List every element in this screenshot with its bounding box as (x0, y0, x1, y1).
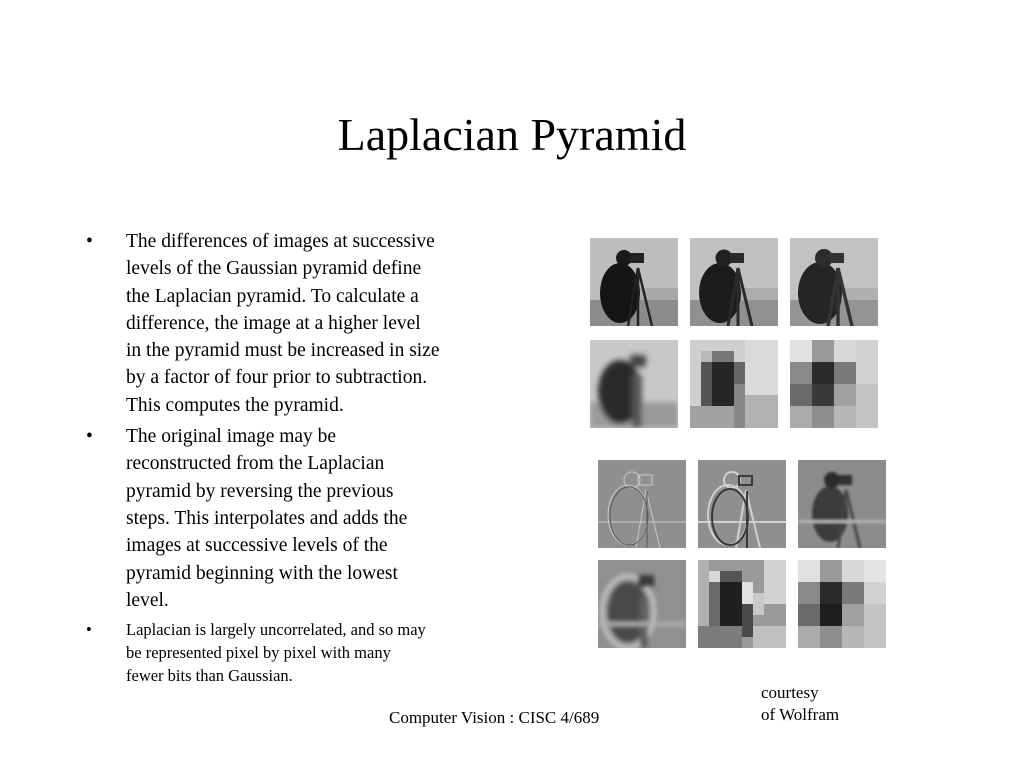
laplacian-image-level-3 (798, 460, 886, 548)
bullet-line: reconstructed from the Laplacian (126, 453, 385, 475)
bullet-marker: • (86, 620, 92, 640)
slide-title: Laplacian Pyramid (337, 109, 687, 160)
bullet-line: difference, the image at a higher level (126, 312, 421, 334)
bullet-line: level. (126, 589, 169, 611)
pyramid-image-grid (580, 228, 900, 658)
bullet-line: levels of the Gaussian pyramid define (126, 258, 422, 280)
bullet-marker: • (86, 426, 93, 448)
bullet-line: be represented pixel by pixel with many (126, 643, 391, 663)
gaussian-image-level-6 (790, 340, 878, 428)
bullet-line: This computes the pyramid. (126, 394, 344, 416)
bullet-line: steps. This interpolates and adds the (126, 507, 408, 529)
laplacian-image-level-6 (798, 560, 886, 648)
bullet-line: in the pyramid must be increased in size (126, 340, 440, 362)
gaussian-image-level-4 (590, 340, 678, 428)
slide-footer: Computer Vision : CISC 4/689 (389, 708, 600, 727)
bullet-list (86, 228, 506, 687)
bullet-item-1 (86, 228, 506, 419)
bullet-line: Laplacian is largely uncorrelated, and so may (126, 620, 426, 640)
laplacian-image-level-4 (598, 560, 686, 648)
image-credit (761, 682, 839, 726)
gaussian-image-level-3 (790, 238, 878, 326)
bullet-line: by a factor of four prior to subtraction. (126, 367, 428, 389)
bullet-marker: • (86, 231, 93, 252)
bullet-item-2 (86, 423, 506, 614)
bullet-line: The original image may be (126, 426, 337, 448)
laplacian-image-level-5 (698, 560, 786, 648)
bullet-line: the Laplacian pyramid. To calculate a (126, 285, 419, 307)
gaussian-image-level-1 (590, 238, 678, 326)
bullet-item-3 (86, 618, 506, 687)
bullet-line: The differences of images at successive (126, 231, 435, 252)
bullet-line: fewer bits than Gaussian. (126, 666, 293, 686)
image-credit-line: courtesy (761, 683, 819, 702)
bullet-line: pyramid beginning with the lowest (126, 562, 398, 584)
gaussian-image-level-2 (690, 238, 778, 326)
bullet-line: pyramid by reversing the previous (126, 480, 394, 502)
laplacian-image-level-2 (698, 460, 786, 548)
image-credit-line: of Wolfram (761, 705, 840, 724)
bullet-line: images at successive levels of the (126, 535, 388, 557)
gaussian-image-level-5 (690, 340, 778, 428)
laplacian-image-level-1 (598, 460, 686, 548)
